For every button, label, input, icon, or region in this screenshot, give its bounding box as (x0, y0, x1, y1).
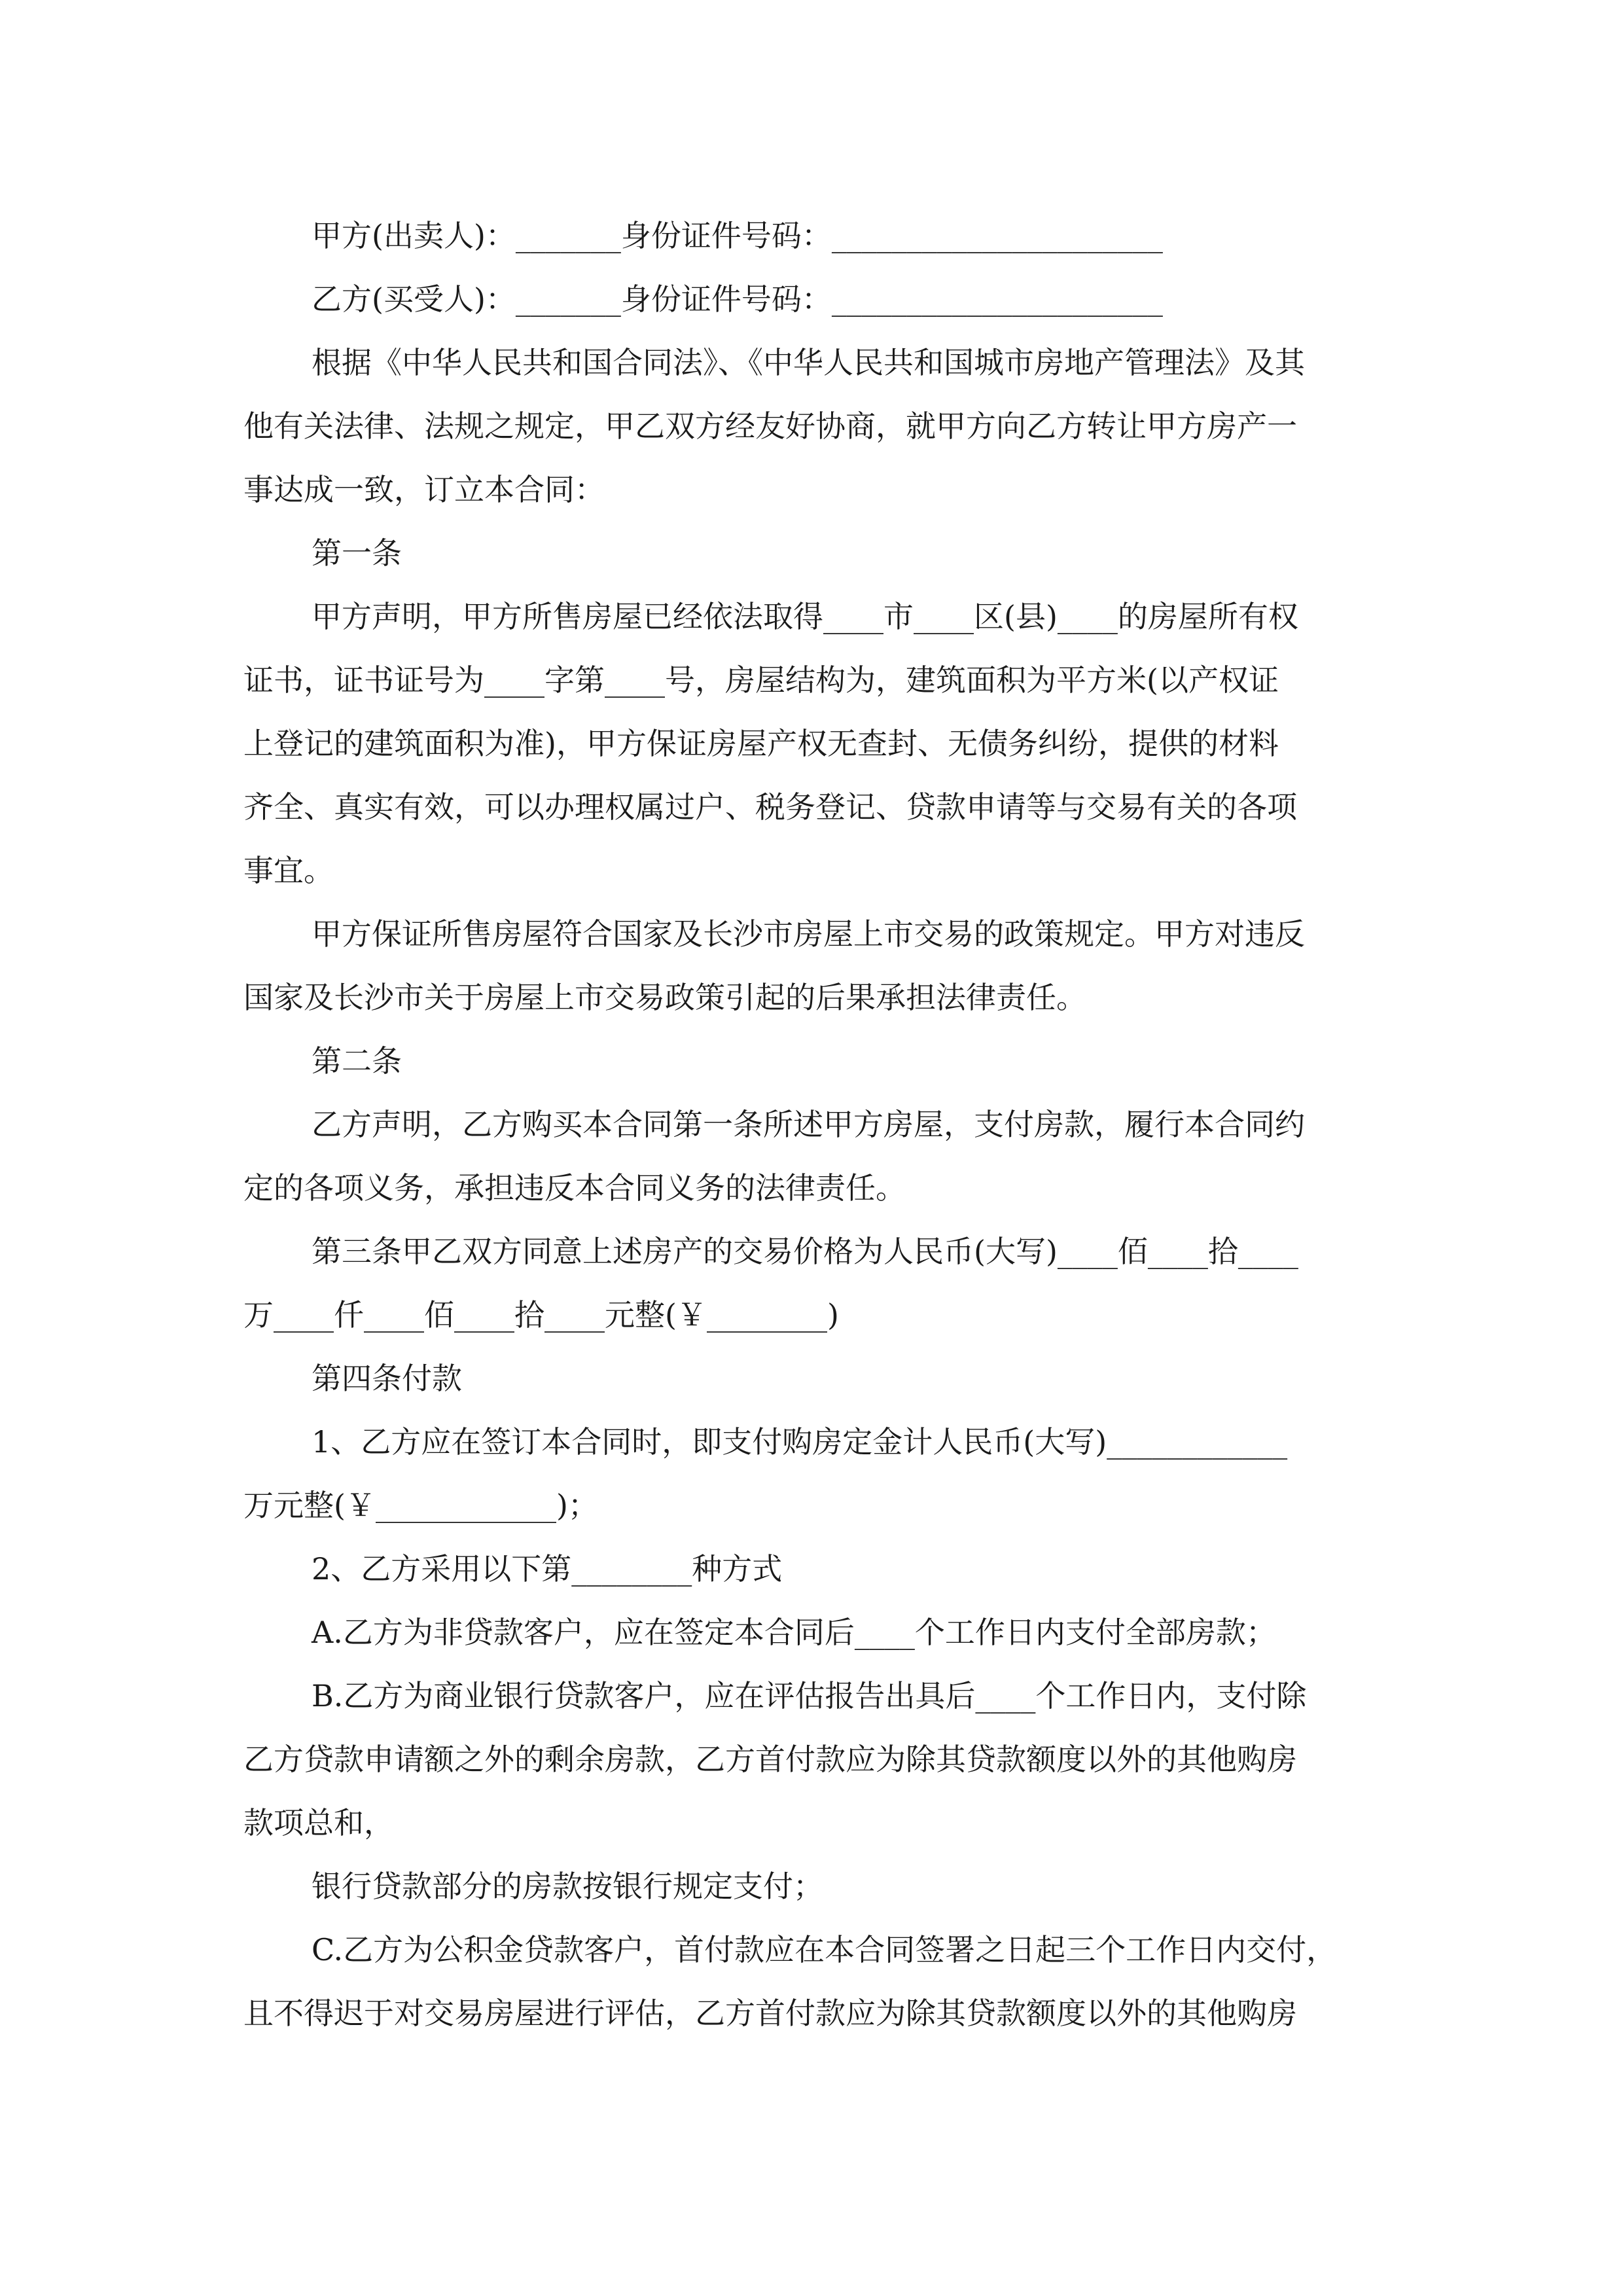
option-c-line-1: C.乙方为公积金贷款客户，首付款应在本合同签署之日起三个工作日内交付， (312, 1932, 1337, 1967)
article-3-line-2: 万____仟____佰____拾____元整(￥________) (243, 1297, 839, 1333)
article-1-heading: 第一条 (312, 535, 402, 571)
article-2-heading: 第二条 (312, 1043, 402, 1079)
article-1-line-4: 齐全、真实有效，可以办理权属过户、税务登记、贷款申请等与交易有关的各项 (243, 789, 1297, 825)
article-1-line-5: 事宜。 (243, 853, 334, 888)
article-1-policy-line-2: 国家及长沙市关于房屋上市交易政策引起的后果承担法律责任。 (243, 980, 1086, 1015)
article-2-line-1: 乙方声明，乙方购买本合同第一条所述甲方房屋，支付房款，履行本合同约 (312, 1107, 1305, 1142)
article-4-heading: 第四条付款 (312, 1361, 462, 1396)
party-a-line: 甲方(出卖人)：_______身份证件号码：______________________ (312, 218, 1163, 253)
article-1-line-1: 甲方声明，甲方所售房屋已经依法取得____市____区(县)____的房屋所有权 (312, 599, 1298, 634)
article-1-line-2: 证书，证书证号为____字第____号，房屋结构为，建筑面积为平方米(以产权证 (243, 662, 1279, 698)
article-1-line-3: 上登记的建筑面积为准)，甲方保证房屋产权无查封、无债务纠纷，提供的材料 (243, 726, 1279, 761)
article-4-item-1-line-1: 1、乙方应在签订本合同时，即支付购房定金计人民币(大写)____________ (312, 1424, 1288, 1460)
article-2-line-2: 定的各项义务，承担违反本合同义务的法律责任。 (243, 1170, 906, 1206)
option-c-line-2: 且不得迟于对交易房屋进行评估，乙方首付款应为除其贷款额度以外的其他购房 (243, 1996, 1297, 2031)
article-4-item-2: 2、乙方采用以下第________种方式 (312, 1551, 783, 1587)
bank-loan-line: 银行贷款部分的房款按银行规定支付； (312, 1869, 823, 1904)
preamble-line-2: 他有关法律、法规之规定，甲乙双方经友好协商，就甲方向乙方转让甲方房产一 (243, 408, 1297, 444)
article-1-policy-line-1: 甲方保证所售房屋符合国家及长沙市房屋上市交易的政策规定。甲方对违反 (312, 916, 1305, 952)
article-4-item-1-line-2: 万元整(￥____________)； (243, 1488, 598, 1523)
article-3-line-1: 第三条甲乙双方同意上述房产的交易价格为人民币(大写)____佰____拾____ (312, 1234, 1298, 1269)
preamble-line-1: 根据《中华人民共和国合同法》、《中华人民共和国城市房地产管理法》及其 (312, 345, 1305, 380)
preamble-line-3: 事达成一致，订立本合同： (243, 472, 605, 507)
option-b-line-2: 乙方贷款申请额之外的剩余房款，乙方首付款应为除其贷款额度以外的其他购房 (243, 1742, 1297, 1777)
option-b-line-3: 款项总和， (243, 1805, 394, 1840)
option-a: A.乙方为非贷款客户，应在签定本合同后____个工作日内支付全部房款； (312, 1615, 1276, 1650)
option-b-line-1: B.乙方为商业银行贷款客户，应在评估报告出具后____个工作日内，支付除 (312, 1678, 1307, 1713)
contract-body (243, 204, 1378, 2045)
party-b-line: 乙方(买受人)：_______身份证件号码：______________________ (312, 281, 1163, 317)
